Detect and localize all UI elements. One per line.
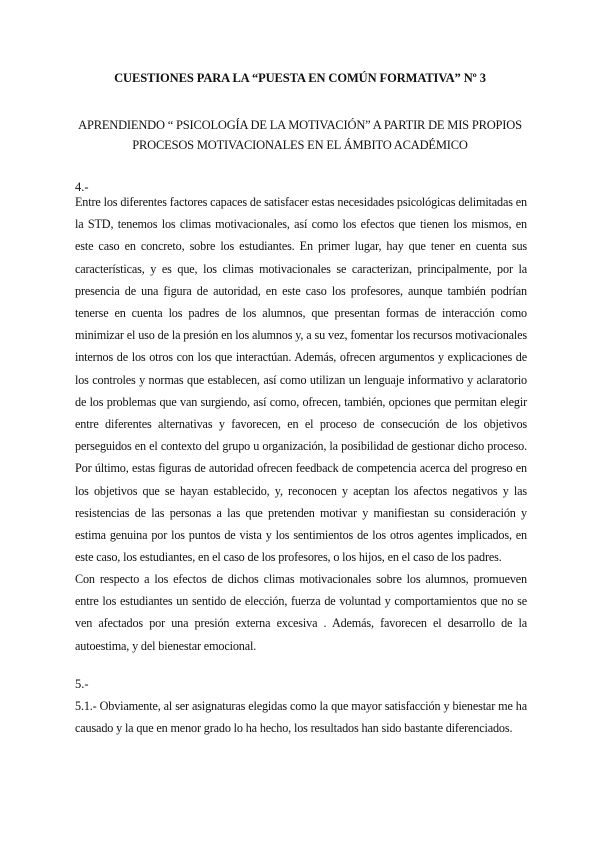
document-title: CUESTIONES PARA LA “PUESTA EN COMÚN FORMATIVA” Nº 3	[114, 71, 486, 85]
section-4-label: 4.-	[75, 180, 89, 194]
document-subtitle: APRENDIENDO “ PSICOLOGÍA DE LA MOTIVACIÓN” A PARTIR DE MIS PROPIOS PROCESOS MOTIVACIONALES EN EL ÁMBITO ACADÉMICO	[78, 118, 522, 152]
section-5-paragraph-1: 5.1.- Obviamente, al ser asignaturas elegidas como la que mayor satisfacción y bienestar me ha causado y la que en menor grado lo ha hecho, los resultados han sido bastante diferenciados.	[75, 699, 527, 736]
section-5-label: 5.-	[75, 677, 89, 691]
section-4-paragraph-2: Con respecto a los efectos de dichos climas motivacionales sobre los alumnos, promueven entre los estudiantes un sentido de elección, fuerza de voluntad y comportamientos que no se ven afectados por una presión externa excesiva . Además, favorecen el desarrollo de la autoestima, y del bienestar emocional.	[75, 572, 527, 653]
section-4-paragraph-1: Entre los diferentes factores capaces de satisfacer estas necesidades psicológicas delimitadas en la STD, tenemos los climas motivacionales, así como los efectos que tienen los mismos, en este caso en concreto, sobre los estudiantes. En primer lugar, hay que tener en cuenta sus características, y es que, los climas motivacionales se caracterizan, principalmente, por la presencia de una figura de autoridad, en este caso los profesores, aunque también podrían tenerse en cuenta los padres de los alumnos, que presentan formas de interacción como minimizar el uso de la presión en los alumnos y, a su vez, fomentar los recursos motivacionales internos de los otros con los que interactúan. Además, ofrecen argumentos y explicaciones de los controles y normas que establecen, así como utilizan un lenguaje informativo y aclaratorio de los problemas que van surgiendo, así como, ofrecen, también, opciones que permitan elegir entre diferentes alternativas y favorecen, en el proceso de consecución de los objetivos perseguidos en el contexto del grupo u organización, la posibilidad de gestionar dicho proceso. Por último, estas figuras de autoridad ofrecen feedback de competencia acerca del progreso en los objetivos que se hayan establecido, y, reconocen y aceptan los afectos negativos y las resistencias de las personas a las que pretenden motivar y manifiestan su consideración y estima genuina por los puntos de vista y los sentimientos de los otros agentes implicados, en este caso, los estudiantes, en el caso de los profesores, o los hijos, en el caso de los padres.	[75, 195, 527, 565]
